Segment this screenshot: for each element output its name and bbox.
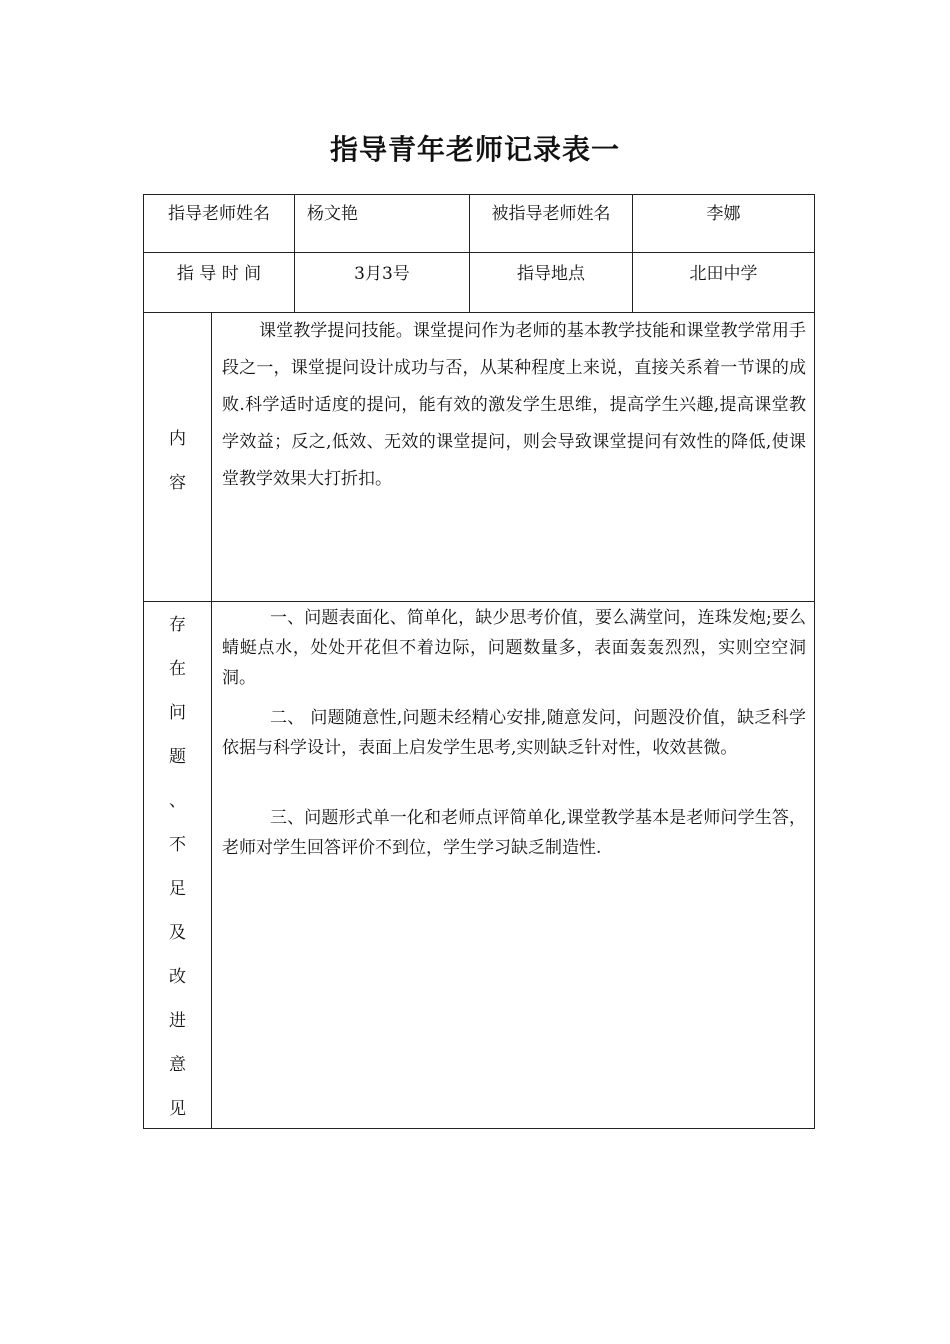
issues-label-char: 进 — [169, 1011, 186, 1031]
issues-label-char: 见 — [169, 1099, 186, 1119]
issues-label — [144, 603, 211, 1131]
time-value: 3月3号 — [354, 264, 410, 284]
issues-label-char: 改 — [169, 967, 186, 987]
page-title: 指导青年老师记录表一 — [329, 133, 620, 166]
mentee-label: 被指导老师姓名 — [491, 204, 611, 224]
issues-label-char: 足 — [169, 879, 186, 899]
issues-label-char: 、 — [169, 791, 186, 811]
issues-label-char: 题 — [169, 747, 186, 767]
content-label-char: 内 — [169, 429, 186, 449]
issue-paragraph-3: 三、问题形式单一化和老师点评简单化,课堂教学基本是老师问学生答，老师对学生回答评价不到位，学生学习缺乏制造性. — [222, 808, 806, 858]
mentor-name: 杨文艳 — [307, 204, 358, 224]
place-label: 指导地点 — [517, 264, 585, 284]
issues-label-char: 问 — [169, 703, 186, 723]
col-divider — [211, 312, 212, 1128]
time-label: 指 导 时 间 — [176, 264, 262, 284]
mentee-name: 李娜 — [706, 204, 741, 224]
row-divider — [144, 601, 814, 602]
issues-label-char: 意 — [169, 1055, 186, 1075]
issues-label-char: 及 — [169, 923, 186, 943]
content-label — [144, 417, 211, 505]
issues-label-char: 不 — [169, 835, 186, 855]
mentor-label: 指导老师姓名 — [168, 204, 270, 224]
issue-paragraph-2: 二、 问题随意性,问题未经精心安排,随意发问，问题没价值，缺乏科学依据与科学设计，表面上启发学生思考,实则缺乏针对性，收效甚微。 — [222, 708, 806, 758]
issue-paragraph-1: 一、问题表面化、简单化，缺少思考价值，要么满堂问，连珠发炮;要么蜻蜓点水，处处开花但不着边际，问题数量多，表面轰轰烈烈，实则空空洞洞。 — [222, 608, 806, 688]
record-table — [143, 194, 815, 1129]
place-value: 北田中学 — [689, 264, 758, 284]
content-text: 课堂教学提问技能。课堂提问作为老师的基本教学技能和课堂教学常用手段之一，课堂提问设计成功与否，从某种程度上来说，直接关系着一节课的成败.科学适时适度的提问，能有效的激发学生思维，提高学生兴趣,提高课堂教学效益；反之,低效、无效的课堂提问，则会导致课堂提问有效性的降低,使课堂教学效果大打折扣。 — [222, 321, 806, 489]
issues-label-char: 在 — [169, 659, 186, 679]
issues-label-char: 存 — [169, 615, 186, 635]
content-label-char: 容 — [169, 473, 186, 493]
